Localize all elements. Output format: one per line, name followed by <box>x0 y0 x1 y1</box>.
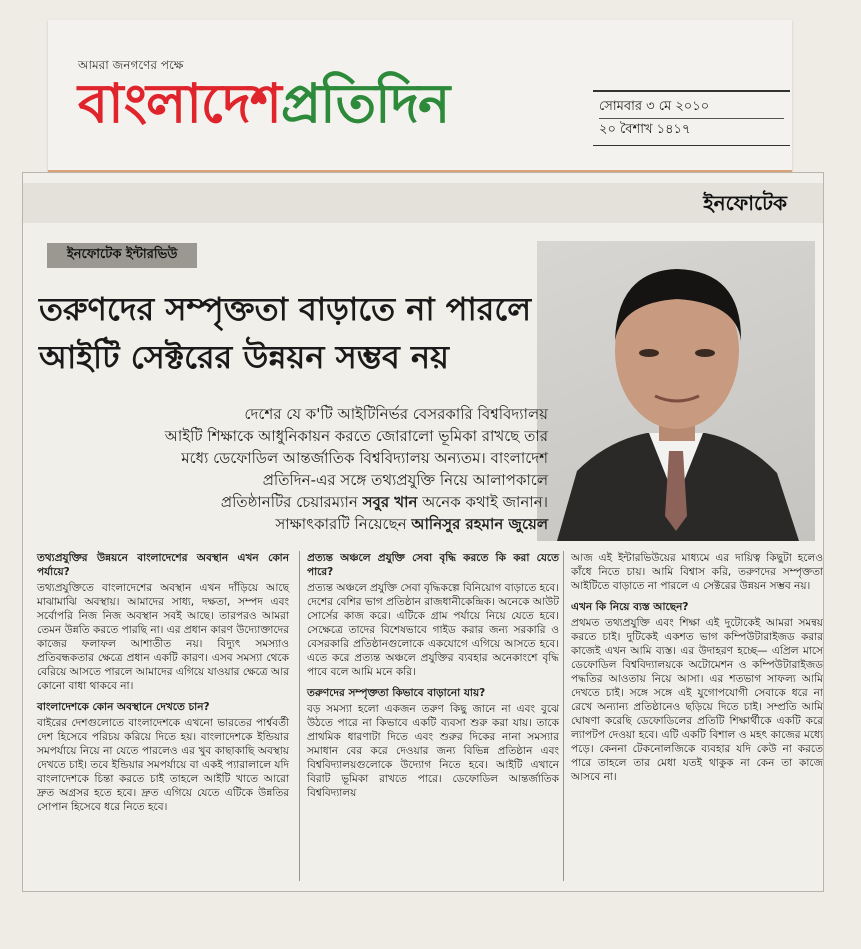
interview-question: তথ্যপ্রযুক্তির উন্নয়নে বাংলাদেশের অবস্থান এখন কোন পর্যায়ে? <box>37 552 289 578</box>
column-divider <box>563 551 564 881</box>
interview-question: এখন কি নিয়ে ব্যস্ত আছেন? <box>571 601 689 613</box>
interview-answer: বাইরের দেশগুলোতে বাংলাদেশকে এখনো ভারতের পার্শ্ববর্তী দেশ হিসেবে পরিচয় করিয়ে দিতে হয়। বাংলাদেশকে ইন্ডিয়ার সমপর্যায়ে নিয়ে না যেতে পারলেও এর খুব কাছাকাছি অবস্থায় দেখতে চাই। তবে ইন্ডিয়ার সমপর্যায়ে বা একই প্যারালালে যদি বাংলাদেশকে চিন্তা করতে চাই তাহলে আইটি খাতে আরো দ্রুত অগ্রসর হতে হবে। দ্রুত এগিয়ে যেতে এটিকে উন্নতির সোপান হিসেবে ধরে নিতে হবে। <box>37 717 289 813</box>
interview-question: বাংলাদেশকে কোন অবস্থানে দেখতে চান? <box>37 701 210 713</box>
article-kicker: ইনফোটেক ইন্টারভিউ <box>47 243 197 268</box>
intro-line: দেশের যে ক'টি আইটিনির্ভর বেসরকারি বিশ্ববিদ্যালয় <box>244 405 548 423</box>
section-header <box>23 183 823 223</box>
section-name: ইনফোটেক <box>703 191 787 215</box>
intro-line: প্রতিদিন-এর সঙ্গে তথ্যপ্রযুক্তি নিয়ে আলাপকালে <box>262 471 548 489</box>
article-clipping <box>22 172 824 892</box>
issue-date <box>593 90 790 146</box>
interview-answer: বড় সমস্যা হলো একজন তরুণ কিছু জানে না এবং বুঝে উঠতে পারে না কিভাবে একটি ব্যবসা শুরু করা যায়। তাকে প্রাথমিক ধারণাটা দিতে এবং শুরুর দিকের নানা সমস্যার সমাধান বের করে দেওয়ার জন্য বিভিন্ন প্রতিষ্ঠান এবং বিশ্ববিদ্যালয়গুলোকে উদ্যোগ নিতে হবে। আইটি এখানে বিরাট ভূমিকা রাখতে পারে। ডেফোডিল আন্তর্জাতিক বিশ্ববিদ্যালয় <box>307 703 559 799</box>
portrait-photo <box>537 241 815 541</box>
interview-answer: প্রথমত তথ্যপ্রযুক্তি এবং শিক্ষা এই দুটোকেই আমরা সমন্বয় করতে চাই। দুটিকেই একশত ভাগ কম্পিউটারাইজড করার কাজেই এখন আমি ব্যস্ত। এর উদাহরণ হচ্ছে— এপ্রিল মাসে ডেফোডিল বিশ্ববিদ্যালয়কে অটোমেশন ও কম্পিউটারাইজড পদ্ধতির আওতায় নিয়ে আসা। এর শতভাগ সাফল্য আমি দেখতে চাই। সঙ্গে সঙ্গে এই যুগোপযোগী সেবাকে ধরে না রেখে অন্যান্য প্রতিষ্ঠানেও ছড়িয়ে দিতে চাই। সম্প্রতি আমি ঘোষণা করেছি ডেফোডিলের প্রতিটি শিক্ষার্থীকে একটি করে ল্যাপটপ দেওয়া হবে। এটি একটি বিশাল ও মহৎ কাজের মধ্যে পড়ে। কেননা টেকনোলজিকে ব্যবহার যদি কেউ না করতে পারে তাহলে তার মেধা যতই থাকুক না কেন তা কাজে আসবে না। <box>571 617 823 783</box>
bangla-date: ২০ বৈশাখ ১৪১৭ <box>599 122 691 137</box>
intro-line: আইটি শিক্ষাকে আধুনিকায়ন করতে জোরালো ভূমিকা রাখছে তার <box>164 427 548 445</box>
portrait-photo-icon <box>537 241 815 541</box>
gregorian-date: সোমবার ৩ মে ২০১০ <box>599 96 784 119</box>
article-headline <box>39 285 534 381</box>
intro-line <box>43 491 548 513</box>
article-column-1 <box>37 551 289 821</box>
article-intro <box>43 403 548 535</box>
interviewee-name: সবুর খান <box>362 493 418 511</box>
intro-text: অনেক কথাই জানান। <box>422 493 548 511</box>
article-column-3 <box>571 551 823 791</box>
masthead <box>48 20 792 173</box>
column-divider <box>299 551 300 881</box>
intro-line: মধ্যে ডেফোডিল আন্তর্জাতিক বিশ্ববিদ্যালয় অন্যতম। বাংলাদেশ <box>181 449 548 467</box>
logo-part-protidin: প্রতিদিন <box>280 71 450 135</box>
masthead-tagline: আমরা জনগণের পক্ষে <box>78 58 184 72</box>
reporter-name: আনিসুর রহমান জুয়েল <box>411 515 548 533</box>
logo-part-bangladesh: বাংলাদেশ <box>78 71 281 135</box>
intro-text: প্রতিষ্ঠানটির চেয়ারম্যান <box>220 493 358 511</box>
headline-line: আইটি সেক্টরের উন্নয়ন সম্ভব নয় <box>39 338 449 376</box>
intro-text: সাক্ষাৎকারটি নিয়েছেন <box>275 515 407 533</box>
headline-line: তরুণদের সম্পৃক্ততা বাড়াতে না পারলে <box>39 290 532 328</box>
interview-answer: প্রত্যন্ত অঞ্চলে প্রযুক্তি সেবা বৃদ্ধিকল্পে বিনিয়োগ বাড়াতে হবে। দেশের বেশির ভাগ প্রতিষ্ঠান রাজধানীকেন্দ্রিক। অনেকে আউট সোর্সের কাজ করে। এটিকে গ্রাম পর্যায়ে নিয়ে যেতে হবে। সেক্ষেত্রে তাদের বিশেষভাবে গাইড করার জন্য সরকারি ও বেসরকারি প্রতিষ্ঠানগুলোকে একযোগে এগিয়ে আসতে হবে। এতে করে প্রত্যন্ত অঞ্চলে প্রযুক্তির ব্যবহার অনেকাংশে বৃদ্ধি পাবে বলে আমি মনে করি। <box>307 582 559 678</box>
article-column-2 <box>307 551 559 807</box>
interview-question: প্রত্যন্ত অঞ্চলে প্রযুক্তি সেবা বৃদ্ধি করতে কি করা যেতে পারে? <box>307 552 559 578</box>
newspaper-logo <box>78 72 449 134</box>
interview-answer: তথ্যপ্রযুক্তিতে বাংলাদেশের অবস্থান এখন দাঁড়িয়ে আছে মাঝামাঝি অবস্থায়। আমাদের সাধ্য, দক্ষতা, সম্পদ এবং সর্বোপরি নিজ নিজ অবস্থান সবই আছে। তারপরও আমরা তেমন উন্নতি করতে পারছি না। এর প্রধান কারণ উদ্যোক্তাদের কাজের ফলাফল আশাতীত নয়। বিদ্যুৎ সমস্যাও প্রতিবন্ধকতার ক্ষেত্রে প্রধান একটি কারণ। এসব সমস্যা থেকে বেরিয়ে আসতে পারলে আমাদের এগিয়ে যাওয়ার ক্ষেত্রে আর কোনো বাধা থাকবে না। <box>37 582 289 692</box>
intro-line <box>43 513 548 535</box>
interview-question: তরুণদের সম্পৃক্ততা কিভাবে বাড়ানো যায়? <box>307 687 486 699</box>
interview-answer: আজ এই ইন্টারভিউয়ের মাধ্যমে এর দায়িত্ব কিছুটা হলেও কাঁধে নিতে চায়। আমি বিশ্বাস করি, তরুণদের সম্পৃক্ততা আইটিতে বাড়াতে না পারলে এ সেক্টরের উন্নয়ন সম্ভব নয়। <box>571 552 823 592</box>
